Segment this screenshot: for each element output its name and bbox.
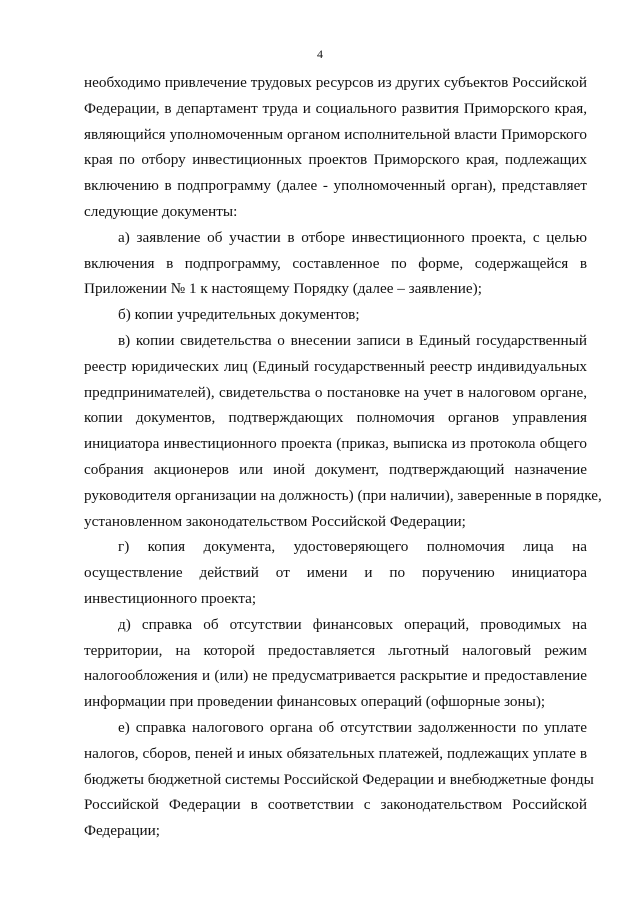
text-line: г) копия документа, удостоверяющего полномочия лица на — [118, 538, 587, 556]
text-line: включения в подпрограмму, составленное по форме, содержащейся в — [84, 254, 587, 272]
text-line: собрания акционеров или иной документ, подтверждающий назначение — [84, 460, 587, 478]
text-line: е) справка налогового органа об отсутствии задолженности по уплате — [118, 718, 587, 736]
text-line: Федерации; — [84, 822, 160, 840]
text-line: бюджеты бюджетной системы Российской Федерации и внебюджетные фонды — [84, 770, 594, 788]
text-line: включению в подпрограмму (далее - уполномоченный орган), представляет — [84, 177, 587, 195]
paragraph — [84, 70, 587, 225]
paragraph — [84, 302, 587, 328]
text-line: предпринимателей), свидетельства о постановке на учет в налоговом органе, — [84, 383, 587, 401]
text-line: налогов, сборов, пеней и иных обязательных платежей, подлежащих уплате в — [84, 744, 587, 762]
text-line: Российской Федерации в соответствии с законодательством Российской — [84, 796, 587, 814]
document-body — [84, 70, 602, 844]
paragraph — [84, 225, 587, 302]
paragraph — [84, 715, 594, 844]
paragraph — [84, 534, 587, 611]
text-line: установленном законодательством Российской Федерации; — [84, 512, 466, 530]
page-number: 4 — [317, 47, 323, 61]
text-line: территории, на которой предоставляется льготный налоговый режим — [84, 641, 587, 659]
text-line: инвестиционного проекта; — [84, 589, 257, 607]
text-line: края по отбору инвестиционных проектов Приморского края, подлежащих — [84, 151, 587, 169]
text-line: реестр юридических лиц (Единый государственный реестр индивидуальных — [84, 357, 587, 375]
paragraph — [84, 328, 602, 534]
text-line: информации при проведении финансовых операций (офшорные зоны); — [84, 693, 546, 711]
text-line: осуществление действий от имени и по поручению инициатора — [84, 564, 587, 582]
paragraph — [84, 612, 587, 715]
text-line: необходимо привлечение трудовых ресурсов из других субъектов Российской — [84, 74, 587, 91]
text-line: д) справка об отсутствии финансовых операций, проводимых на — [118, 615, 587, 633]
text-line: в) копии свидетельства о внесении записи в Единый государственный — [118, 331, 587, 349]
text-line: б) копии учредительных документов; — [118, 306, 360, 324]
text-line: следующие документы: — [84, 202, 238, 220]
text-line: руководителя организации на должность) (при наличии), заверенные в порядке, — [84, 486, 602, 504]
text-line: Федерации, в департамент труда и социального развития Приморского края, — [84, 99, 587, 117]
text-line: являющийся уполномоченным органом исполнительной власти Приморского — [84, 125, 587, 143]
text-line: инициатора инвестиционного проекта (приказ, выписка из протокола общего — [84, 435, 587, 453]
text-line: Приложении № 1 к настоящему Порядку (далее – заявление); — [84, 280, 482, 298]
text-line: а) заявление об участии в отборе инвестиционного проекта, с целью — [118, 228, 587, 246]
text-line: налогообложения и (или) не предусматривается раскрытие и предоставление — [84, 667, 587, 685]
text-line: копии документов, подтверждающих полномочия органов управления — [84, 409, 587, 427]
